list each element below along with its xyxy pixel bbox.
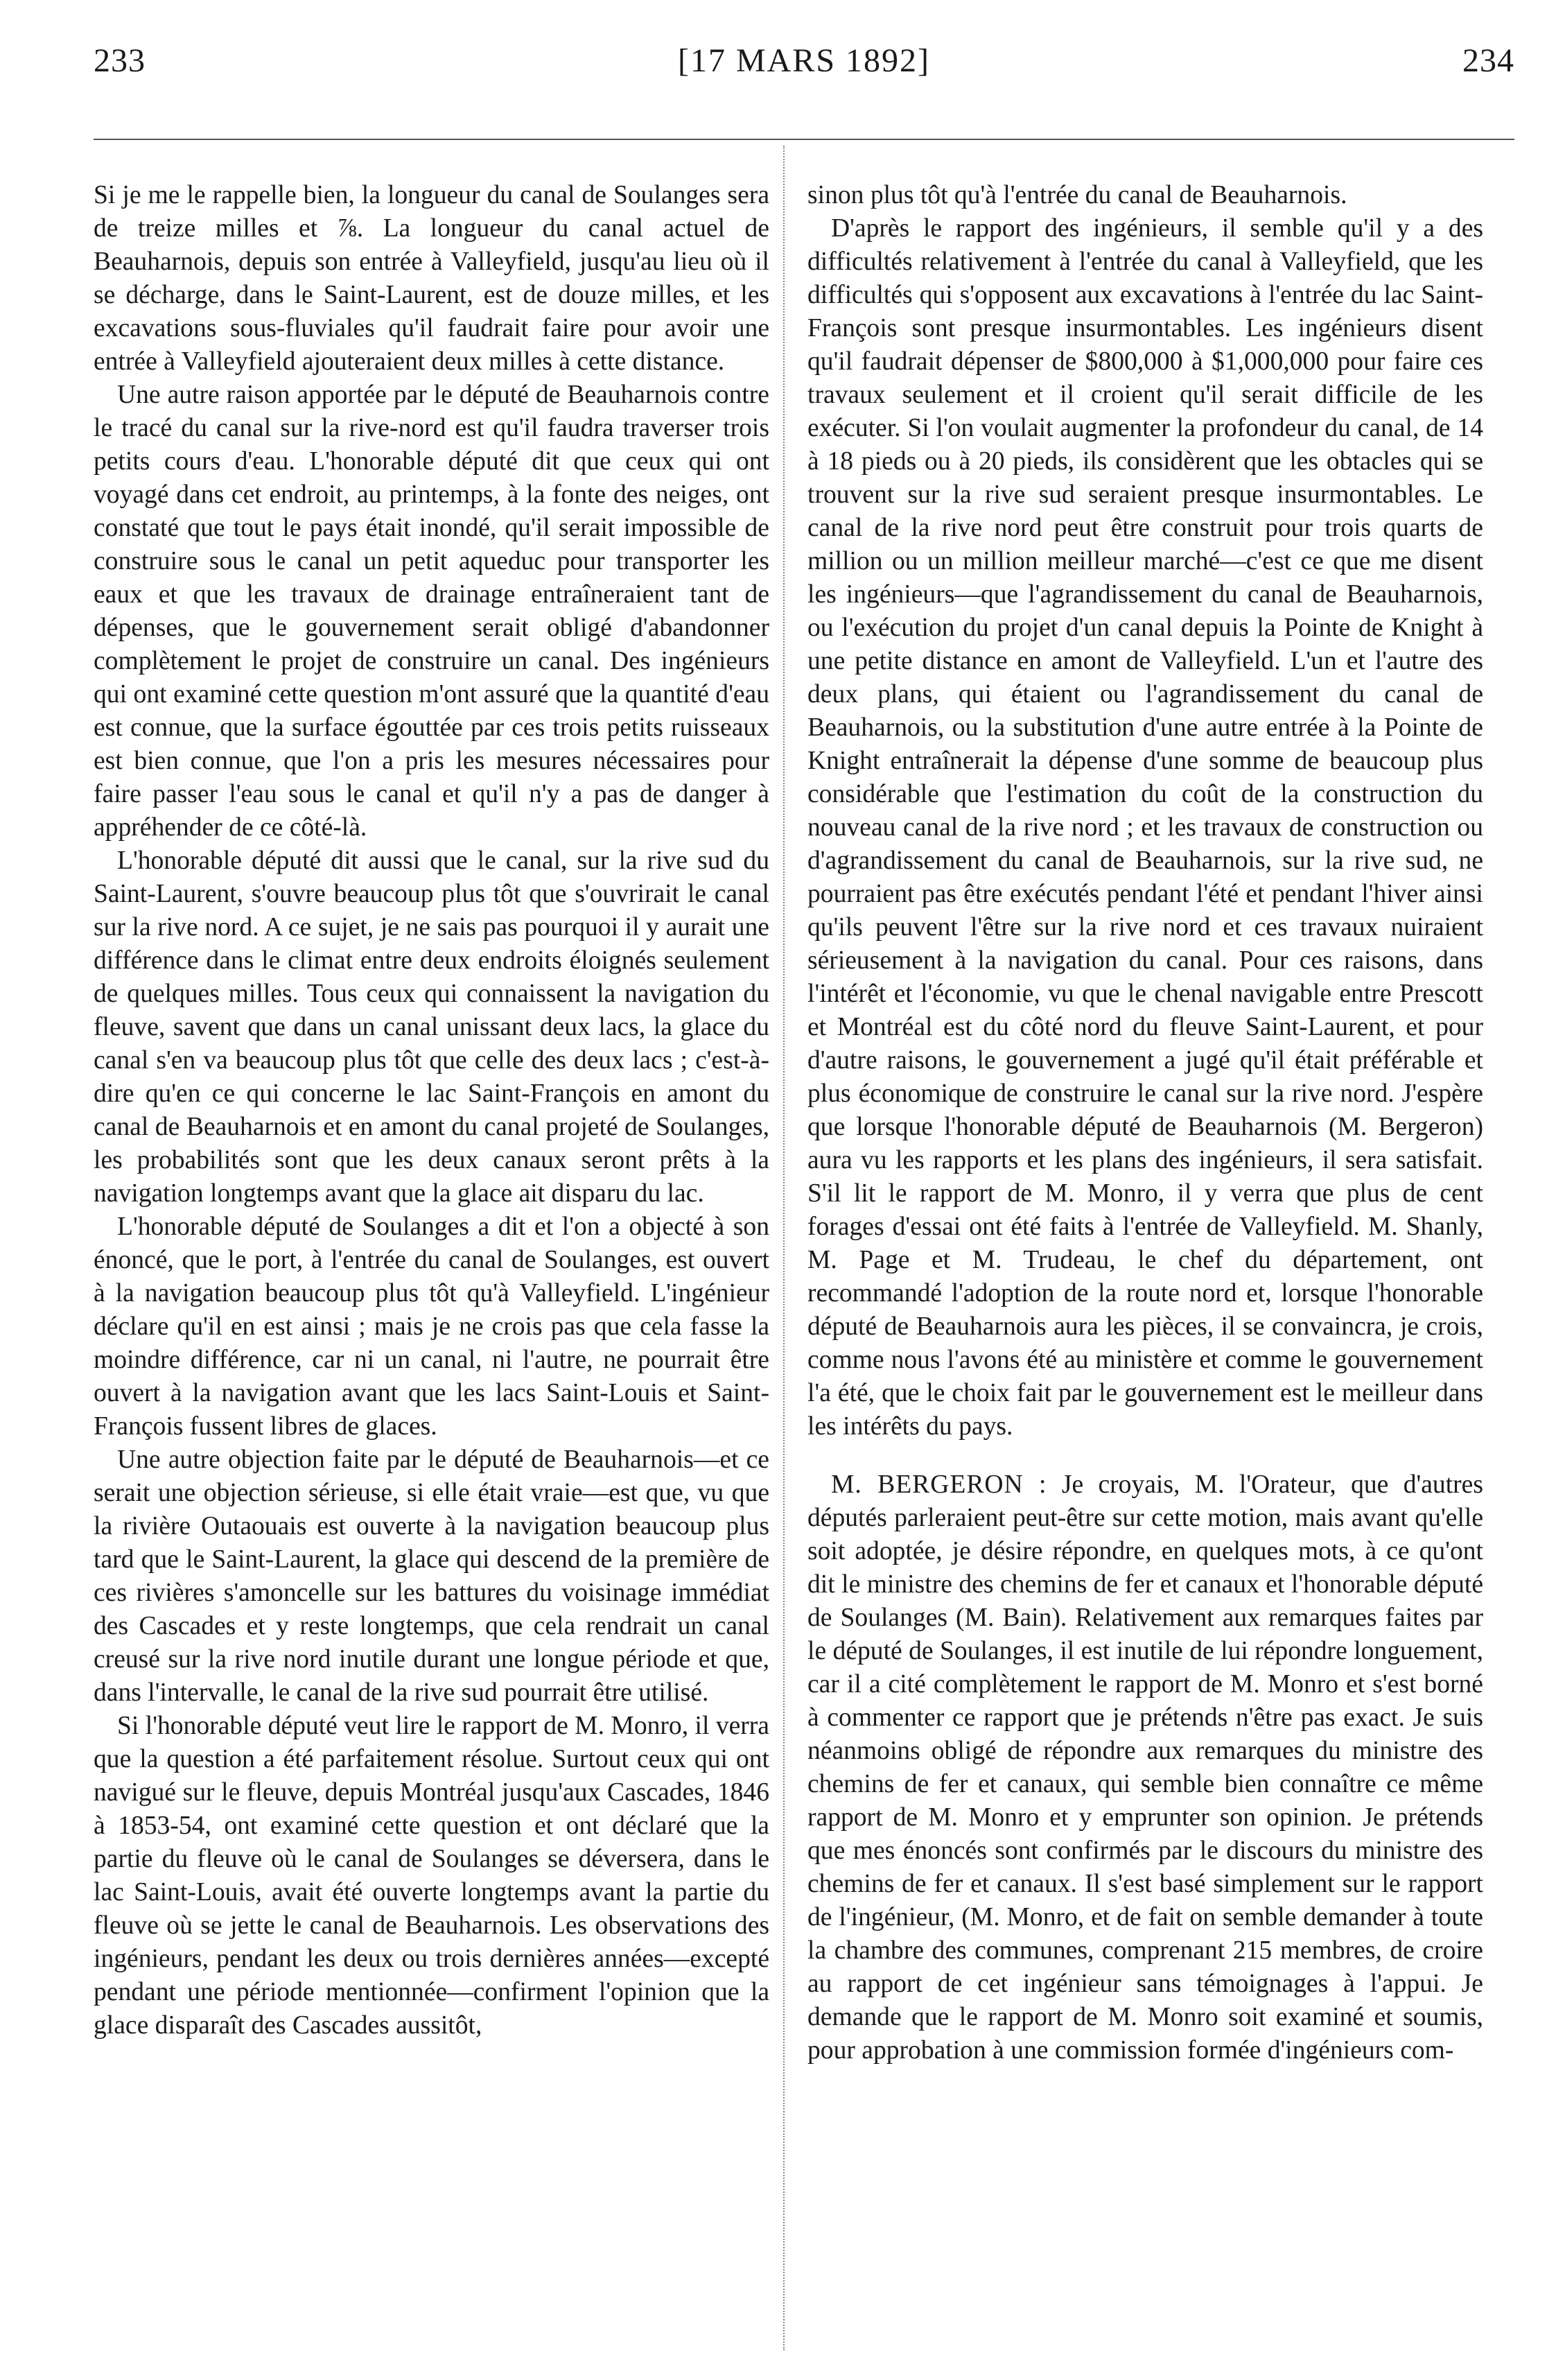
paragraph: Une autre objection faite par le député de Beauharnois—et ce serait une objection sérieuse, si elle était vraie—est que, vu que la rivière Outaouais est ouverte à la navigation beaucoup plus tard que le Saint-Laurent, la glace qui descend de la première de ces rivières s'amoncelle sur les battures du voisinage immédiat des Cascades et y reste longtemps, que cela rendrait un canal creusé sur la rive nord inutile durant une longue période et que, dans l'intervalle, le canal de la rive sud pourrait être utilisé. <box>94 1445 769 1707</box>
paragraph: L'honorable député de Soulanges a dit et l'on a objecté à son énoncé, que le port, à l'entrée du canal de Soulanges, est ouvert à la navigation beaucoup plus tôt qu'à Valleyfield. L'ingénieur déclare qu'il en est ainsi ; mais je ne crois pas que cela fasse la moindre différence, car ni un canal, ni l'autre, ne pourrait être ouvert à la navigation avant que les lacs Saint-Louis et Saint-François fussent libres de glaces. <box>94 1213 769 1441</box>
speech-paragraph <box>807 1468 1483 2067</box>
paragraph: D'après le rapport des ingénieurs, il semble qu'il y a des difficultés relativement à l'entrée du canal à Valleyfield, que les difficultés qui s'opposent aux excavations à l'entrée du lac Saint-François sont presque insurmontables. Les ingénieurs disent qu'il faudrait dépenser de $800,000 à $1,000,000 pour faire ces travaux seulement et il croient qu'il serait difficile de les exécuter. Si l'on voulait augmenter la profondeur du canal, de 14 à 18 pieds ou à 20 pieds, ils considèrent que les obtacles qui se trouvent sur la rive sud seraient presque insurmontables. Le canal de la rive nord peut être construit pour trois quarts de million ou un million meilleur marché—c'est ce que me disent les ingénieurs—que l'agrandissement du canal de Beauharnois, ou l'exécution du projet d'un canal depuis la Pointe de Knight à une petite distance en amont de Valleyfield. L'un et l'autre des deux plans, qui étaient ou l'agrandissement du canal de Beauharnois, ou la substitution d'une autre entrée à la Pointe de Knight entraînerait la dépense d'une somme de beaucoup plus considérable que l'estimation du coût de la construction du nouveau canal de la rive nord ; et les travaux de construction ou d'agrandissement du canal de Beauharnois, sur la rive sud, ne pourraient pas être exécutés pendant l'été et pendant l'hiver ainsi qu'ils peuvent l'être sur la rive nord et ces travaux nuiraient sérieusement à la navigation du canal. Pour ces raisons, dans l'intérêt et l'économie, vu que le chenal navigable entre Prescott et Montréal est du côté nord du fleuve Saint-Laurent, et pour d'autre raisons, le gouvernement a jugé qu'il était préférable et plus économique de construire le canal sur la rive nord. J'espère que lorsque l'honorable député de Beauharnois (M. Bergeron) aura vu les rapports et les plans des ingénieurs, il sera satisfait. S'il lit le rapport de M. Monro, il y verra que plus de cent forages d'essai ont été faits à l'entrée de Valleyfield. M. Shanly, M. Page et M. Trudeau, le chef du département, ont recommandé l'adoption de la route nord et, lorsque l'honorable député de Beauharnois aura les pièces, il se convaincra, je crois, comme nous l'avons été au ministère et comme le gouvernement l'a été, que le choix fait par le gouvernement est le meilleur dans les intérêts du pays. <box>807 214 1483 1441</box>
speaker-name: M. BERGERON : <box>831 1470 1047 1499</box>
page-number-right: 234 <box>1462 42 1514 79</box>
page-date: [17 MARS 1892] <box>677 42 931 79</box>
paragraph: Si l'honorable député veut lire le rapport de M. Monro, il verra que la question a été parfaitement résolue. Surtout ceux qui ont navigué sur le fleuve, depuis Montréal jusqu'aux Cascades, 1846 à 1853-54, ont examiné cette question et ont déclaré que la partie du fleuve où le canal de Soulanges se déversera, dans le lac Saint-Louis, avait été ouverte longtemps avant la partie du fleuve où se jette le canal de Beauharnois. Les observations des ingénieurs, pendant les deux ou trois dernières années—excepté pendant une période mentionnée—confirment l'opinion que la glace disparaît des Cascades aussitôt, <box>94 1712 769 2040</box>
page-header <box>94 42 1514 97</box>
page-number-left: 233 <box>94 42 146 79</box>
speech-text: Je croyais, M. l'Orateur, que d'autres députés parleraient peut-être sur cette motion, mais avant qu'elle soit adoptée, je désire répondre, en quelques mots, à ce qu'ont dit le ministre des chemins de fer et canaux et l'honorable député de Soulanges (M. Bain). Relativement aux remarques faites par le député de Soulanges, il est inutile de lui répondre longuement, car il a cité complètement le rapport de M. Monro et s'est borné à commenter ce rapport que je prétends n'être pas exact. Je suis néanmoins obligé de répondre aux remarques du ministre des chemins de fer et canaux, qui semble bien connaître ce même rapport de M. Monro et y emprunter son opinion. Je prétends que mes énoncés sont confirmés par le discours du ministre des chemins de fer et canaux. Il s'est basé simplement sur le rapport de l'ingénieur, (M. Monro, et de fait on semble demander à toute la chambre des communes, comprenant 215 membres, de croire au rapport de cet ingénieur sans témoignages à l'appui. Je demande que le rapport de M. Monro soit examiné et soumis, pour approbation à une commission formée d'ingénieurs com- <box>807 1470 1483 2065</box>
left-column <box>94 179 769 2356</box>
paragraph: sinon plus tôt qu'à l'entrée du canal de Beauharnois. <box>807 181 1347 209</box>
paragraph: Si je me le rappelle bien, la longueur du canal de Soulanges sera de treize milles et ⅞. La longueur du canal actuel de Beauharnois, depuis son entrée à Valleyfield, jusqu'au lieu où il se décharge, dans le Saint-Laurent, est de douze milles, et les excavations sous-fluviales qu'il faudrait faire pour avoir une entrée à Valleyfield ajouteraient deux milles à cette distance. <box>94 181 769 376</box>
header-rule <box>94 139 1514 140</box>
right-column <box>807 179 1483 2356</box>
paragraph: Une autre raison apportée par le député de Beauharnois contre le tracé du canal sur la rive-nord est qu'il faudra traverser trois petits cours d'eau. L'honorable député dit que ceux qui ont voyagé dans cet endroit, au printemps, à la fonte des neiges, ont constaté que tout le pays était inondé, qu'il serait impossible de construire sous le canal un petit aqueduc pour transporter les eaux et que les travaux de drainage entraîneraient tant de dépenses, que le gouvernement serait obligé d'abandonner complètement le projet de construire un canal. Des ingénieurs qui ont examiné cette question m'ont assuré que la quantité d'eau est connue, que la surface égouttée par ces trois petits ruisseaux est bien connue, que l'on a pris les mesures nécessaires pour faire passer l'eau sous le canal et qu'il n'y a pas de danger à appréhender de ce côté-là. <box>94 381 769 842</box>
paragraph: L'honorable député dit aussi que le canal, sur la rive sud du Saint-Laurent, s'ouvre beaucoup plus tôt que s'ouvrirait le canal sur la rive nord. A ce sujet, je ne sais pas pourquoi il y aurait une différence dans le climat entre deux endroits éloignés seulement de quelques milles. Tous ceux qui connaissent la navigation du fleuve, savent que dans un canal unissant deux lacs, la glace du canal s'en va beaucoup plus tôt que celle des deux lacs ; c'est-à-dire qu'en ce qui concerne le lac Saint-François en amont du canal de Beauharnois et en amont du canal projeté de Soulanges, les probabilités sont que les deux canaux seront prêts à la navigation longtemps avant que la glace ait disparu du lac. <box>94 846 769 1208</box>
column-divider <box>783 146 785 2350</box>
